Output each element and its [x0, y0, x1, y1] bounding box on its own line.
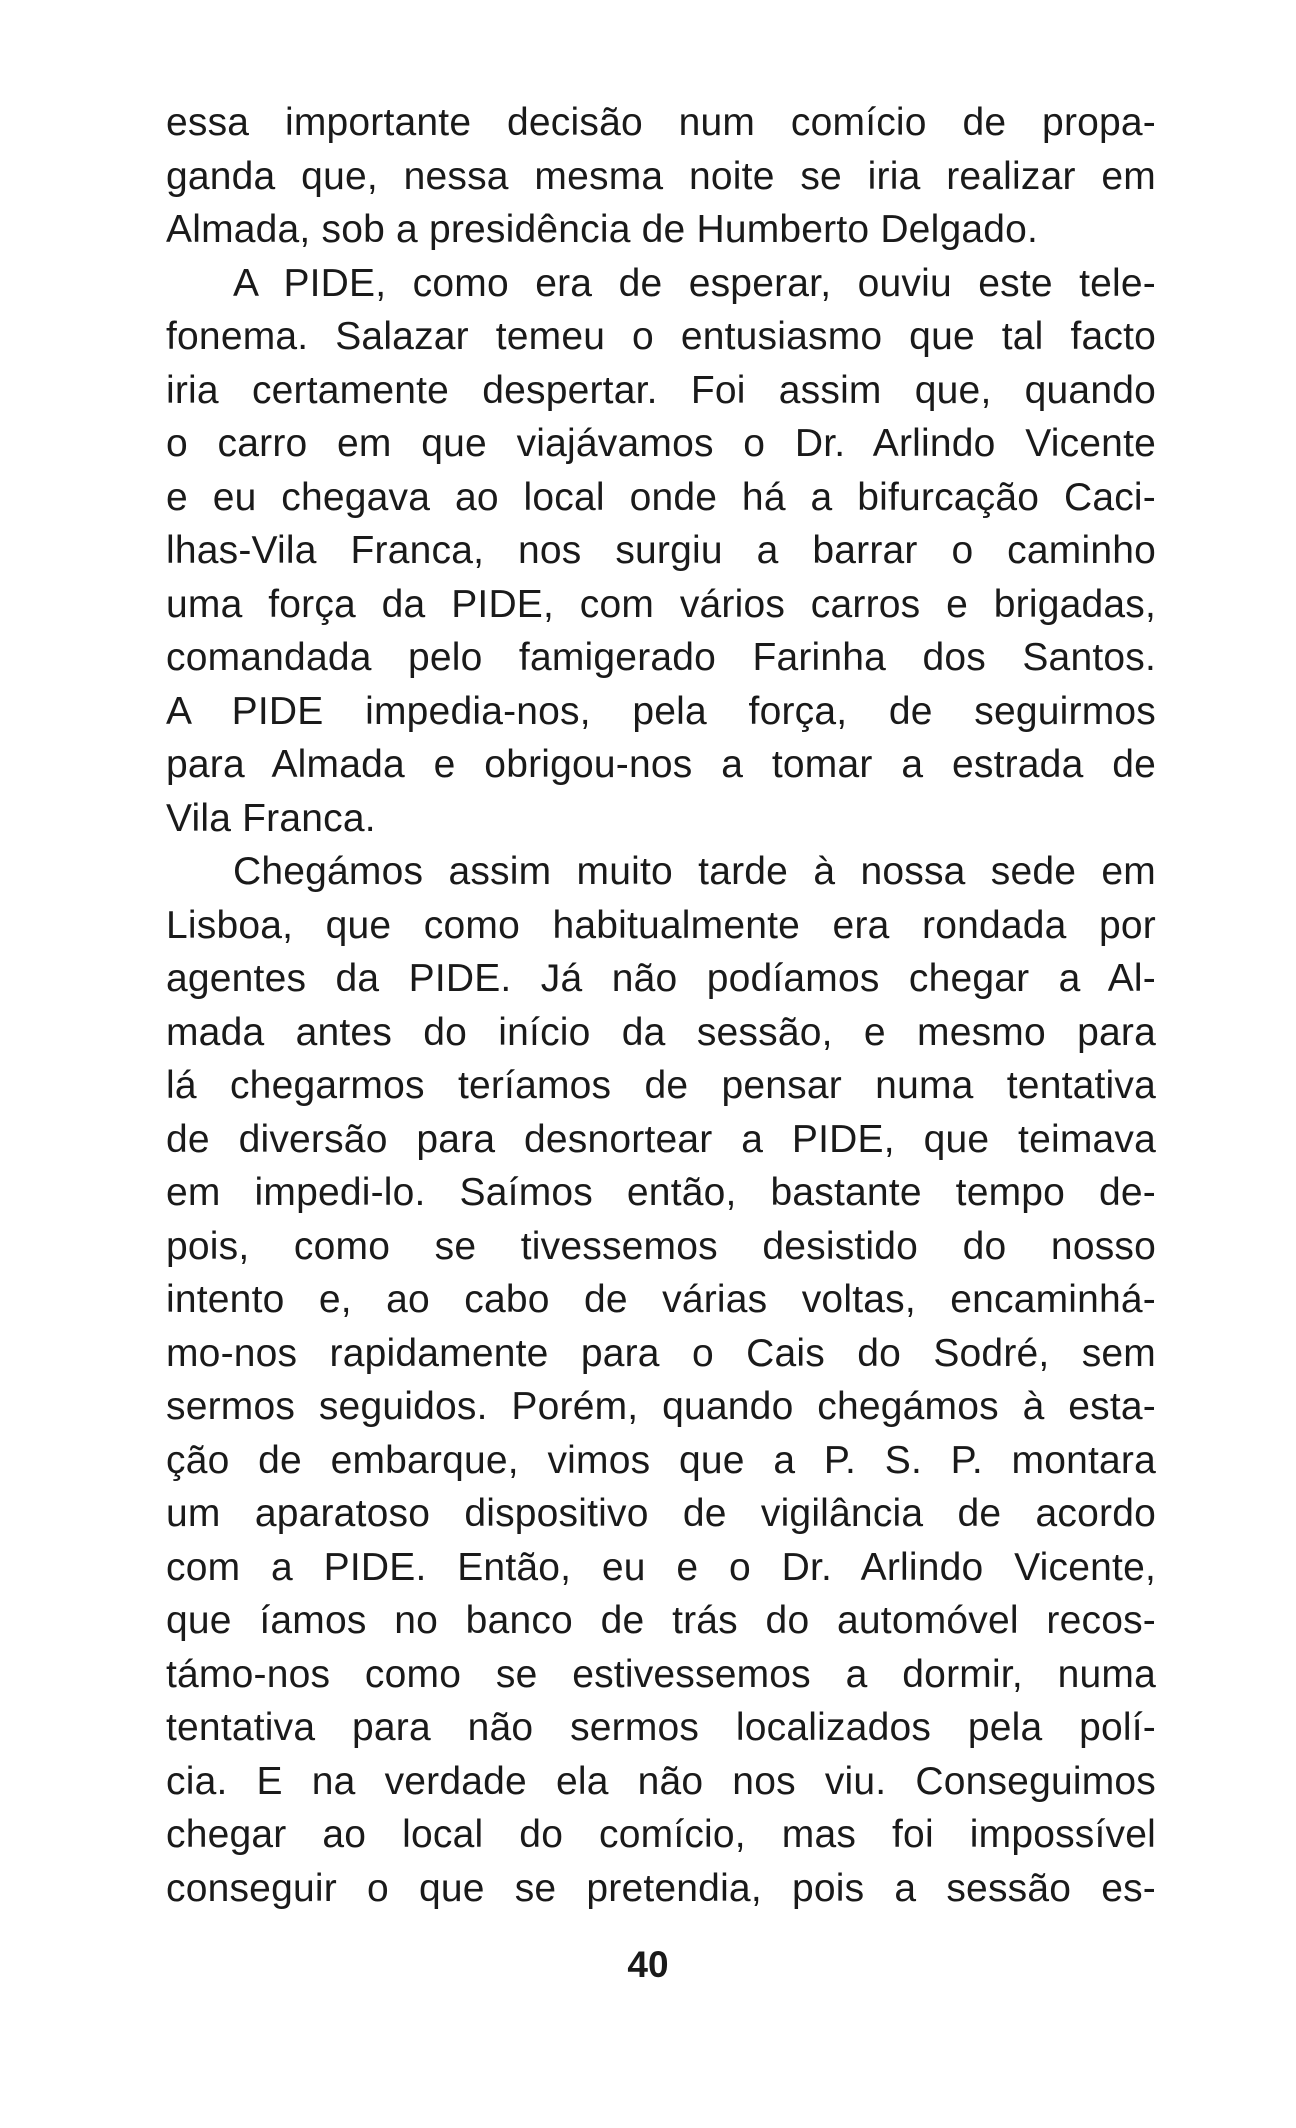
text-line: pois, como se tivessemos desistido do nosso [166, 1224, 1156, 1268]
text-line: Chegámos assim muito tarde à nossa sede em [233, 850, 1156, 893]
text-line: mo-nos rapidamente para o Cais do Sodré, sem [166, 1331, 1156, 1375]
text-line: e eu chegava ao local onde há a bifurcação Caci- [166, 475, 1156, 519]
text-line: o carro em que viajávamos o Dr. Arlindo Vicente [166, 422, 1156, 465]
text-line: A PIDE impedia-nos, pela força, de seguirmos [166, 689, 1156, 733]
text-line: A PIDE, como era de esperar, ouviu este tele- [233, 261, 1156, 305]
text-line: de diversão para desnortear a PIDE, que teimava [166, 1117, 1156, 1161]
text-line: lá chegarmos teríamos de pensar numa tentativa [166, 1064, 1156, 1107]
text-line: ção de embarque, vimos que a P. S. P. montara [166, 1438, 1156, 1482]
text-line: Vila Franca. [166, 796, 376, 840]
text-line: comandada pelo famigerado Farinha dos Santos. [166, 636, 1156, 679]
text-line: fonema. Salazar temeu o entusiasmo que tal facto [166, 315, 1156, 358]
text-line: com a PIDE. Então, eu e o Dr. Arlindo Vicente, [166, 1545, 1156, 1589]
page-number: 40 [627, 1944, 669, 1985]
text-line: uma força da PIDE, com vários carros e brigadas, [166, 582, 1156, 626]
text-line: iria certamente despertar. Foi assim que, quando [166, 368, 1156, 412]
text-line: mada antes do início da sessão, e mesmo para [166, 1010, 1156, 1054]
text-column [166, 96, 1156, 1915]
text-line: um aparatoso dispositivo de vigilância de acordo [166, 1492, 1156, 1535]
text-line: agentes da PIDE. Já não podíamos chegar a Al- [166, 957, 1156, 1000]
text-line: ganda que, nessa mesma noite se iria realizar em [166, 154, 1156, 198]
text-line: chegar ao local do comício, mas foi impossível [166, 1813, 1156, 1856]
text-line: que íamos no banco de trás do automóvel recos- [166, 1599, 1156, 1642]
text-line: para Almada e obrigou-nos a tomar a estrada de [166, 743, 1156, 786]
text-line: tentativa para não sermos localizados pela polí- [166, 1706, 1156, 1749]
text-line: essa importante decisão num comício de propa- [166, 101, 1156, 144]
text-line: Lisboa, que como habitualmente era rondada por [166, 903, 1156, 947]
text-line: cia. E na verdade ela não nos viu. Conseguimos [166, 1759, 1156, 1803]
text-line: intento e, ao cabo de várias voltas, encaminhá- [166, 1278, 1156, 1321]
text-line: lhas-Vila Franca, nos surgiu a barrar o caminho [166, 529, 1156, 572]
text-line: támo-nos como se estivessemos a dormir, numa [166, 1652, 1156, 1696]
text-line: conseguir o que se pretendia, pois a sessão es- [166, 1866, 1156, 1910]
text-line: Almada, sob a presidência de Humberto Delgado. [166, 208, 1039, 251]
text-line: sermos seguidos. Porém, quando chegámos à esta- [166, 1385, 1156, 1428]
text-line: em impedi-lo. Saímos então, bastante tempo de- [166, 1171, 1156, 1214]
